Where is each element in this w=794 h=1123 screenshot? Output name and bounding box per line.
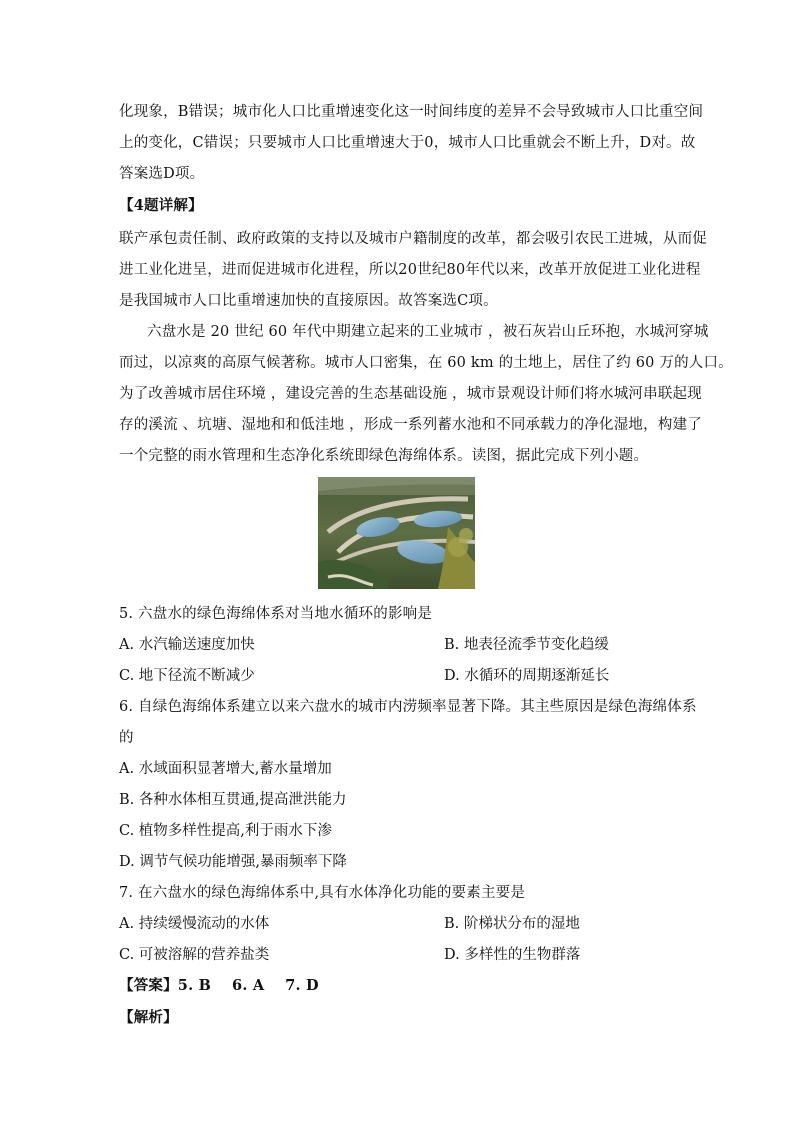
q7-option-d: D. 多样性的生物群落 xyxy=(444,947,581,963)
q4-line-1: 联产承包责任制、政府政策的支持以及城市户籍制度的改革，都会吸引农民工进城，从而促 xyxy=(119,231,707,247)
q5-option-c: C. 地下径流不断减少 xyxy=(119,668,255,684)
prev-analysis-line-2: 上的变化，C错误；只要城市人口比重增速大于0，城市人口比重就会不断上升，D对。故 xyxy=(119,135,696,151)
passage-line-5: 一个完整的雨水管理和生态净化系统即绿色海绵体系。读图，据此完成下列小题。 xyxy=(119,448,649,464)
wetland-photo xyxy=(318,477,475,589)
prev-analysis-line-1: 化现象，B错误；城市化人口比重增速变化这一时间纬度的差异不会导致城市人口比重空间 xyxy=(119,104,704,120)
q4-line-2: 进工业化进呈，进而促进城市化进程，所以20世纪80年代以来，改革开放促进工业化进程 xyxy=(119,262,701,278)
passage-line-2: 而过，以凉爽的高原气候著称。城市人口密集，在 60 km 的土地上，居住了约 60 万的人口。 xyxy=(119,355,733,371)
q7-option-b: B. 阶梯状分布的湿地 xyxy=(444,916,580,932)
q5-option-a: A. 水汽输送速度加快 xyxy=(119,637,255,653)
answer-line: 【答案】5. B 6. A 7. D xyxy=(119,977,319,994)
q5-stem: 5. 六盘水的绿色海绵体系对当地水循环的影响是 xyxy=(119,606,433,622)
q6-stem-line-2: 的 xyxy=(119,730,134,746)
q5-option-b: B. 地表径流季节变化趋缓 xyxy=(444,637,609,653)
q6-stem-line-1: 6. 自绿色海绵体系建立以来六盘水的城市内涝频率显著下降。其主些原因是绿色海绵体系 xyxy=(119,699,697,715)
analysis-heading: 【解析】 xyxy=(119,1009,178,1026)
q6-option-c: C. 植物多样性提高,利于雨水下渗 xyxy=(119,823,332,839)
q4-line-3: 是我国城市人口比重增速加快的直接原因。故答案选C项。 xyxy=(119,293,498,309)
q7-stem: 7. 在六盘水的绿色海绵体系中,具有水体净化功能的要素主要是 xyxy=(119,885,526,901)
q6-option-b: B. 各种水体相互贯通,提高泄洪能力 xyxy=(119,792,347,808)
q6-option-d: D. 调节气候功能增强,暴雨频率下降 xyxy=(119,854,347,870)
passage-line-1: 六盘水是 20 世纪 60 年代中期建立起来的工业城市 ，被石灰岩山丘环抱，水城河穿城 xyxy=(147,324,709,340)
q7-option-c: C. 可被溶解的营养盐类 xyxy=(119,947,270,963)
q4-heading: 【4题详解】 xyxy=(119,197,203,214)
q5-option-d: D. 水循环的周期逐渐延长 xyxy=(444,668,610,684)
passage-line-4: 存的溪流 、坑塘、湿地和和低洼地 ，形成一系列蓄水池和不同承载力的净化湿地，构建了 xyxy=(119,417,702,433)
prev-analysis-line-3: 答案选D项。 xyxy=(119,166,205,182)
q6-option-a: A. 水域面积显著增大,蓄水量增加 xyxy=(119,761,332,777)
passage-line-3: 为了改善城市居住环境 ，建设完善的生态基础设施 ，城市景观设计师们将水城河串联起现 xyxy=(119,386,702,402)
q7-option-a: A. 持续缓慢流动的水体 xyxy=(119,916,270,932)
